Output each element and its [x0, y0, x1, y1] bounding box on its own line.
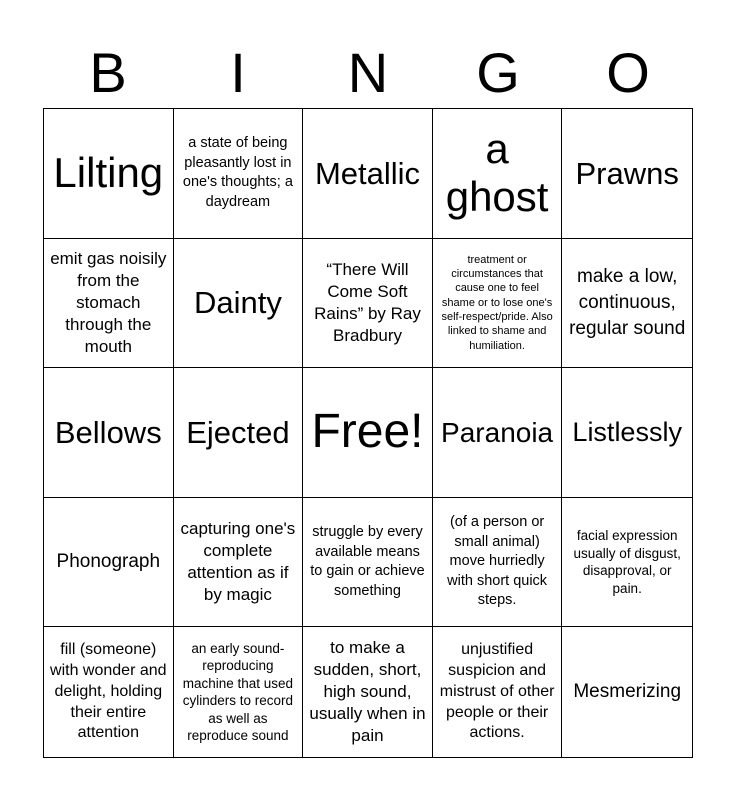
cell-text: Free!	[311, 405, 424, 459]
cell-text: Prawns	[575, 155, 679, 191]
bingo-cell[interactable]	[44, 239, 174, 369]
bingo-cell[interactable]	[433, 368, 563, 498]
bingo-cell[interactable]	[433, 627, 563, 757]
cell-text: to make a sudden, short, high sound, usually when in pain	[309, 637, 426, 746]
bingo-cell[interactable]	[562, 109, 692, 239]
cell-text: Ejected	[186, 414, 290, 450]
bingo-cell[interactable]	[303, 239, 433, 369]
cell-text: an early sound-reproducing machine that used cylinders to record as well as reproduce sound	[182, 640, 294, 744]
bingo-cell[interactable]	[562, 239, 692, 369]
cell-text: Paranoia	[441, 416, 554, 448]
cell-text: Phonograph	[56, 551, 161, 573]
bingo-cell[interactable]	[562, 368, 692, 498]
bingo-cell[interactable]	[44, 498, 174, 628]
bingo-cell[interactable]	[174, 239, 304, 369]
cell-text: emit gas noisily from the stomach through the mouth	[50, 248, 167, 357]
cell-text: Bellows	[54, 414, 162, 450]
free-space[interactable]	[303, 368, 433, 498]
bingo-cell[interactable]	[44, 627, 174, 757]
cell-text: (of a person or small animal) move hurriedly with short quick steps.	[447, 514, 548, 609]
bingo-cell[interactable]	[433, 498, 563, 628]
cell-text: Dainty	[193, 285, 282, 321]
bingo-cell[interactable]	[44, 109, 174, 239]
bingo-cell[interactable]	[303, 498, 433, 628]
header-letter-g: G	[476, 41, 520, 104]
bingo-grid	[43, 108, 693, 758]
bingo-cell[interactable]	[433, 239, 563, 369]
cell-text: “There Will Come Soft Rains” by Ray Bradbury	[314, 259, 421, 345]
bingo-cell[interactable]	[44, 368, 174, 498]
cell-text: Metallic	[314, 155, 421, 191]
cell-text: a ghost	[445, 125, 549, 221]
bingo-cell[interactable]	[174, 109, 304, 239]
cell-text: fill (someone) with wonder and delight, holding their entire attention	[50, 641, 167, 742]
cell-text: treatment or circumstances that cause one to feel shame or to lose one's self-respect/pride. Also linked to shame and humiliation.	[441, 253, 553, 352]
header-letter-n: N	[347, 41, 389, 104]
cell-text: Listlessly	[572, 417, 682, 448]
cell-text: facial expression usually of disgust, disapproval, or pain.	[573, 528, 681, 596]
cell-text: make a low, continuous, regular sound	[569, 266, 686, 339]
bingo-cell[interactable]	[174, 368, 304, 498]
cell-text: Mesmerizing	[573, 681, 682, 703]
cell-text: struggle by every available means to gain or achieve something	[310, 523, 425, 599]
cell-text: unjustified suspicion and mistrust of other people or their actions.	[439, 641, 555, 742]
bingo-cell[interactable]	[433, 109, 563, 239]
bingo-cell[interactable]	[174, 498, 304, 628]
header-letter-b: B	[89, 41, 127, 104]
cell-text: capturing one's complete attention as if by magic	[180, 518, 296, 605]
bingo-cell[interactable]	[303, 109, 433, 239]
bingo-cell[interactable]	[562, 498, 692, 628]
cell-text: Lilting	[53, 149, 164, 197]
header-letter-o: O	[606, 41, 650, 104]
header-letter-i: I	[230, 41, 246, 104]
bingo-cell[interactable]	[303, 627, 433, 757]
cell-text: a state of being pleasantly lost in one's thoughts; a daydream	[182, 135, 293, 210]
bingo-header	[43, 38, 693, 108]
bingo-cell[interactable]	[562, 627, 692, 757]
bingo-cell[interactable]	[174, 627, 304, 757]
